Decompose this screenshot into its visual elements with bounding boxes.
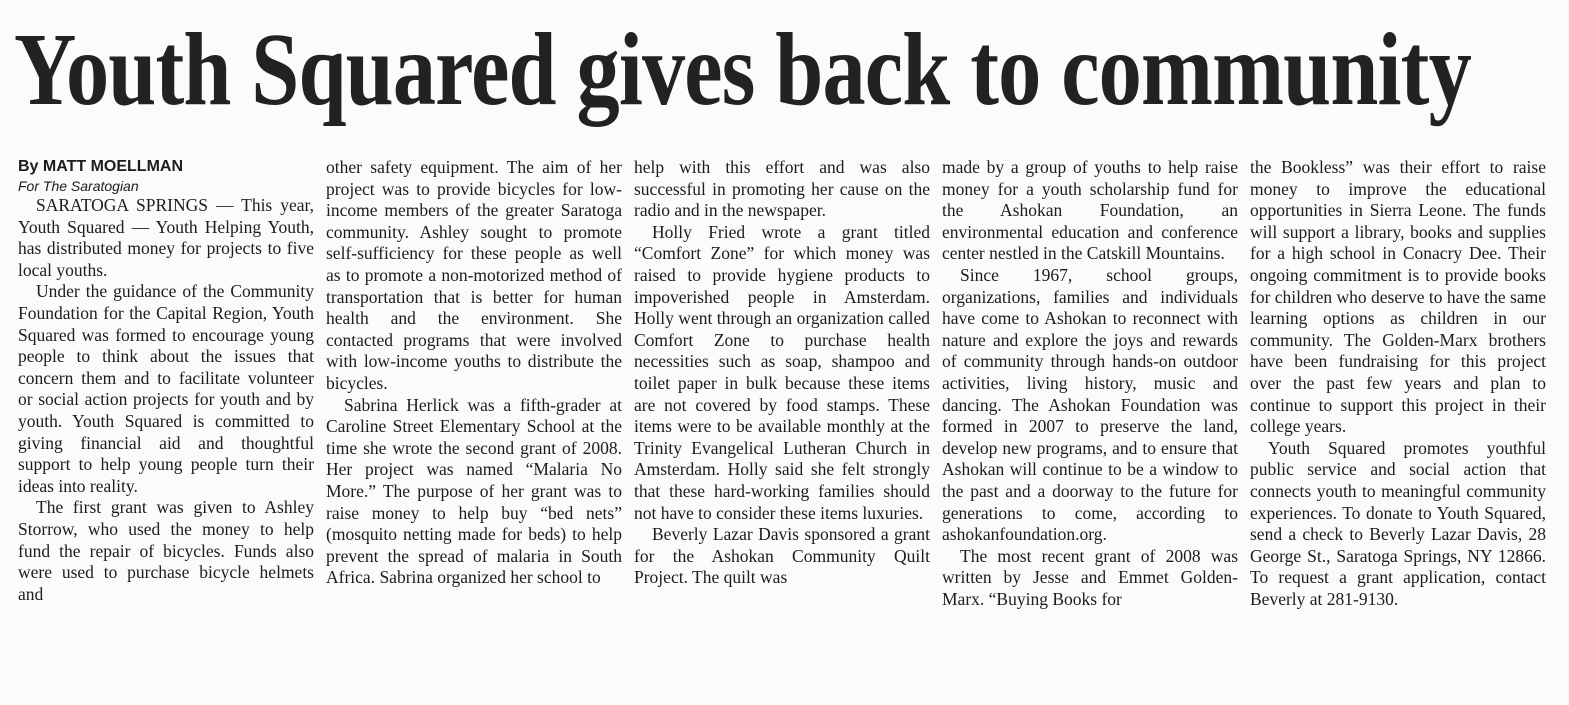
paragraph: Youth Squared promotes youthful public service and social action that connects youth to meaningful community experiences. To donate to Youth Squared, send a check to Beverly Lazar Davis, 28 George St., Saratoga Springs, NY 12866. To request a grant application, contact Beverly at 281-9130. — [1250, 437, 1546, 609]
column-1 — [18, 157, 314, 610]
paragraph: Since 1967, school groups, organizations, families and individuals have come to Ashokan to reconnect with nature and explore the joys and rewards of community through hands-on outdoor activities, living history, music and dancing. The Ashokan Foundation was formed in 2007 to preserve the land, develop new programs, and to ensure that Ashokan will continue to be a window to the past and a doorway to the future for generations to come, according to ashokanfoundation.org. — [942, 264, 1238, 545]
column-2 — [326, 157, 622, 610]
byline-credit: For The Saratogian — [18, 178, 139, 194]
paragraph: made by a group of youths to help raise money for a youth scholarship fund for the Ashokan Foundation, an environmental education and conference center nestled in the Catskill Mountains. — [942, 157, 1238, 264]
paragraph: The first grant was given to Ashley Storrow, who used the money to help fund the repair of bicycles. Funds also were used to purchase bicycle helmets and — [18, 497, 314, 604]
headline: Youth Squared gives back to community — [14, 12, 1471, 127]
paragraph: SARATOGA SPRINGS — This year, Youth Squared — Youth Helping Youth, has distributed money for projects to five local youths. — [18, 195, 314, 280]
paragraph: Sabrina Herlick was a fifth-grader at Caroline Street Elementary School at the time she wrote the second grant of 2008. Her project was named “Malaria No More.” The purpose of her grant was to raise money to help buy “bed nets” (mosquito netting made for beds) to help prevent the spread of malaria in South Africa. Sabrina organized her school to — [326, 394, 622, 588]
paragraph: The most recent grant of 2008 was written by Jesse and Emmet Golden-Marx. “Buying Books for — [942, 545, 1238, 609]
paragraph: Beverly Lazar Davis sponsored a grant for the Ashokan Community Quilt Project. The quilt was — [634, 524, 930, 588]
byline: By MATT MOELLMAN — [18, 158, 184, 175]
paragraph: the Bookless” was their effort to raise money to improve the educational opportunities in Sierra Leone. The funds will support a library, books and supplies for a high school in Conacry Dee. Their ongoing commitment is to provide books for children who deserve to have the same learning options as children in our community. The Golden-Marx brothers have been fundraising for this project over the past few years and plan to continue to support this project in their college years. — [1250, 157, 1546, 437]
column-5 — [1250, 157, 1546, 610]
paragraph: help with this effort and was also successful in promoting her cause on the radio and in the newspaper. — [634, 157, 930, 221]
paragraph: Under the guidance of the Community Foundation for the Capital Region, Youth Squared was formed to encourage young people to think about the issues that concern them and to facilitate volunteer or social action projects for youth and by youth. Youth Squared is committed to giving financial aid and thoughtful support to help young people turn their ideas into reality. — [18, 281, 314, 496]
paragraph: other safety equipment. The aim of her project was to provide bicycles for low-income members of the greater Saratoga community. Ashley sought to promote self-sufficiency for these people as well as to promote a non-motorized method of transportation that is better for human health and the environment. She contacted programs that were involved with low-income youths to distribute the bicycles. — [326, 157, 622, 393]
article-body — [18, 157, 1551, 610]
column-4 — [942, 157, 1238, 610]
column-3 — [634, 157, 930, 610]
paragraph: Holly Fried wrote a grant titled “Comfort Zone” for which money was raised to provide hygiene products to impoverished people in Amsterdam. Holly went through an organization called Comfort Zone to purchase health necessities such as soap, shampoo and toilet paper in bulk because these items are not covered by food stamps. These items were to be available monthly at the Trinity Evangelical Lutheran Church in Amsterdam. Holly said she felt strongly that these hard-working families should not have to consider these items luxuries. — [634, 221, 930, 523]
